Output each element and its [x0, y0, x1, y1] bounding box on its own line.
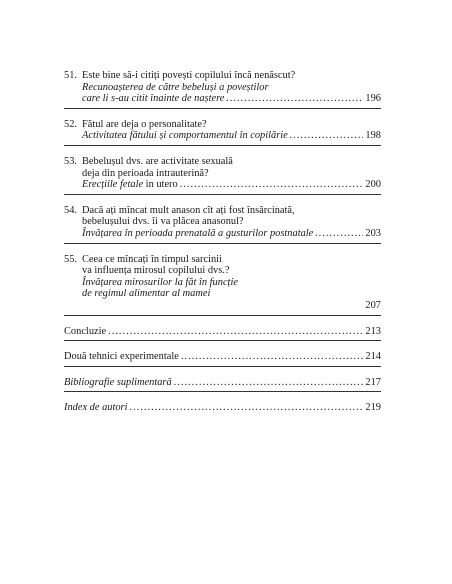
- toc-entry-title-continued: va influența mirosul copilului dvs.?: [82, 265, 230, 277]
- toc-page-number: 219: [365, 402, 381, 414]
- toc-entry-subtitle: Recunoașterea de către bebeluși a poveștilor: [82, 81, 269, 93]
- toc-backmatter-label: Bibliografie suplimentară: [64, 376, 172, 388]
- toc-divider: [64, 366, 381, 367]
- toc-backmatter-techniques: [64, 351, 381, 367]
- toc-backmatter-bibliography: [64, 377, 381, 393]
- toc-entry-number: 51.: [64, 70, 77, 81]
- dot-leader: [180, 179, 364, 191]
- toc-backmatter-line: [64, 402, 381, 414]
- toc-backmatter-line: [64, 377, 381, 389]
- toc-page-number: 198: [365, 130, 381, 142]
- toc-entry-subtitle-leader: [64, 179, 381, 191]
- toc-entry-number: 55.: [64, 253, 77, 265]
- toc-entry-subtitle-text: Învățarea în perioada prenatală a gusturilor postnatale: [82, 227, 314, 239]
- toc-divider: [64, 391, 381, 392]
- toc-entry-subtitle-text: [82, 179, 178, 191]
- toc-entry-title-text: Dacă ați mîncat mult anason cît ați fost însărcinată,: [82, 204, 295, 216]
- toc-page-number: 203: [365, 227, 381, 239]
- toc-backmatter-conclusion: [64, 326, 381, 342]
- toc-entry-51: [64, 70, 381, 109]
- toc-entry-53: [64, 156, 381, 195]
- toc-page-number: 207: [365, 299, 381, 311]
- toc-entry-title-text: Fătul are deja o personalitate?: [82, 118, 207, 130]
- toc-backmatter-label: Două tehnici experimentale: [64, 351, 179, 363]
- toc-divider: [64, 315, 381, 316]
- toc-divider: [64, 145, 381, 146]
- toc-entry-subtitle-leader: [64, 228, 381, 240]
- toc-entry-title: [64, 254, 381, 266]
- dot-leader: [226, 93, 363, 105]
- toc-entry-title: [64, 119, 381, 131]
- dot-leader: [129, 402, 363, 414]
- toc-backmatter-line: [64, 326, 381, 338]
- toc-entry-subtitle: de regimul alimentar al mamei: [82, 288, 211, 300]
- dot-leader: [174, 377, 364, 389]
- toc-entry-title-text: Ceea ce mîncați în timpul sarcinii: [82, 253, 222, 265]
- toc-divider: [64, 340, 381, 341]
- toc-entry-subtitle-italic: Erecțiile fetale: [82, 179, 144, 191]
- toc-entry-number: 53.: [64, 155, 77, 167]
- toc-entry-number: 54.: [64, 204, 77, 216]
- toc-entry-title: [64, 205, 381, 217]
- toc-entry-subtitle-leader: [64, 93, 381, 105]
- toc-entry-title-continued: bebelușului dvs. îi va plăcea anasonul?: [82, 216, 244, 228]
- toc-backmatter-line: [64, 351, 381, 363]
- toc-entry-title-continued: deja din perioada intrauterină?: [82, 167, 209, 179]
- toc-page-number: 214: [365, 351, 381, 363]
- toc-page-number: 196: [365, 93, 381, 105]
- toc-entry-subtitle: Învățarea mirosurilor la făt în funcție: [82, 276, 238, 288]
- toc-page-number: 213: [365, 325, 381, 337]
- toc-backmatter-index: [64, 402, 381, 414]
- toc-backmatter-label: Concluzie: [64, 325, 107, 337]
- toc-divider: [64, 243, 381, 244]
- toc-page-number: 200: [365, 179, 381, 191]
- dot-leader: [108, 326, 363, 338]
- dot-leader: [315, 228, 363, 240]
- toc-entry-page-line: [64, 300, 381, 312]
- toc-entry-subtitle-text: care li s-au citit înainte de naștere: [82, 93, 225, 105]
- toc-entry-54: [64, 205, 381, 244]
- toc-entry-subtitle-text: Activitatea fătului și comportamentul în copilărie: [82, 130, 288, 142]
- toc-divider: [64, 194, 381, 195]
- toc-entry-title-text: Bebelușul dvs. are activitate sexuală: [82, 155, 233, 167]
- toc-entry-55: [64, 254, 381, 316]
- toc-entry-title-text: Este bine să-i citiți povești copilului încă nenăscut?: [82, 70, 296, 81]
- toc-entry-subtitle-leader: [64, 130, 381, 142]
- table-of-contents: [64, 70, 381, 424]
- toc-entry-title: [64, 156, 381, 168]
- toc-backmatter-label: Index de autori: [64, 402, 128, 414]
- toc-page-number: 217: [365, 376, 381, 388]
- toc-entry-title: [64, 70, 381, 82]
- dot-leader: [290, 130, 364, 142]
- toc-entry-52: [64, 119, 381, 146]
- dot-leader: [181, 351, 364, 363]
- toc-entry-number: 52.: [64, 118, 77, 130]
- toc-divider: [64, 108, 381, 109]
- toc-entry-subtitle-tail: in utero: [143, 179, 178, 191]
